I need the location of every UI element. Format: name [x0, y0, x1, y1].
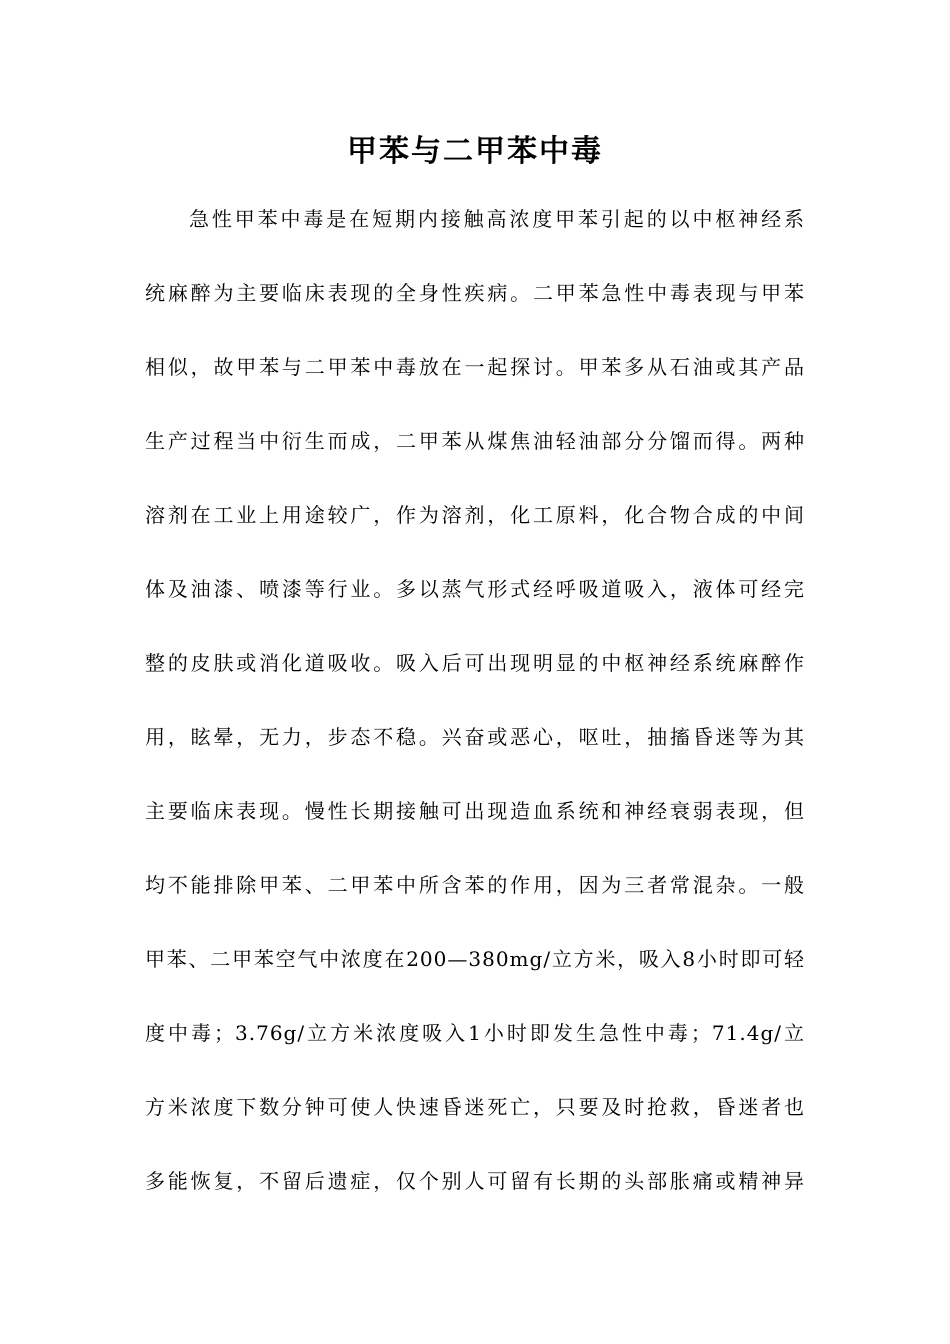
- document-title: 甲苯与二甲苯中毒: [347, 134, 603, 169]
- paragraph-line: 急性甲苯中毒是在短期内接触高浓度甲苯引起的以中枢神经系: [189, 207, 805, 231]
- paragraph-line: 甲苯、二甲苯空气中浓度在200—380mg/立方米，吸入8小时即可轻: [145, 947, 805, 971]
- paragraph-line: 相似，故甲苯与二甲苯中毒放在一起探讨。甲苯多从石油或其产品: [145, 355, 805, 379]
- document-body: [145, 197, 805, 1233]
- paragraph-line: 方米浓度下数分钟可使人快速昏迷死亡，只要及时抢救，昏迷者也: [145, 1095, 805, 1119]
- paragraph-line: 溶剂在工业上用途较广，作为溶剂，化工原料，化合物合成的中间: [145, 503, 805, 527]
- paragraph-line: 生产过程当中衍生而成，二甲苯从煤焦油轻油部分分馏而得。两种: [145, 429, 805, 453]
- paragraph-line: 用，眩晕，无力，步态不稳。兴奋或恶心，呕吐，抽搐昏迷等为其: [145, 725, 805, 749]
- paragraph-line: 整的皮肤或消化道吸收。吸入后可出现明显的中枢神经系统麻醉作: [145, 651, 805, 675]
- paragraph-line: 均不能排除甲苯、二甲苯中所含苯的作用，因为三者常混杂。一般: [145, 873, 805, 897]
- paragraph-line: 多能恢复，不留后遗症，仅个别人可留有长期的头部胀痛或精神异: [145, 1169, 805, 1193]
- paragraph-line: 体及油漆、喷漆等行业。多以蒸气形式经呼吸道吸入，液体可经完: [145, 577, 805, 601]
- paragraph-line: 主要临床表现。慢性长期接触可出现造血系统和神经衰弱表现，但: [145, 799, 805, 823]
- paragraph-line: 统麻醉为主要临床表现的全身性疾病。二甲苯急性中毒表现与甲苯: [145, 281, 805, 305]
- paragraph-line: 度中毒；3.76g/立方米浓度吸入1小时即发生急性中毒；71.4g/立: [145, 1021, 805, 1045]
